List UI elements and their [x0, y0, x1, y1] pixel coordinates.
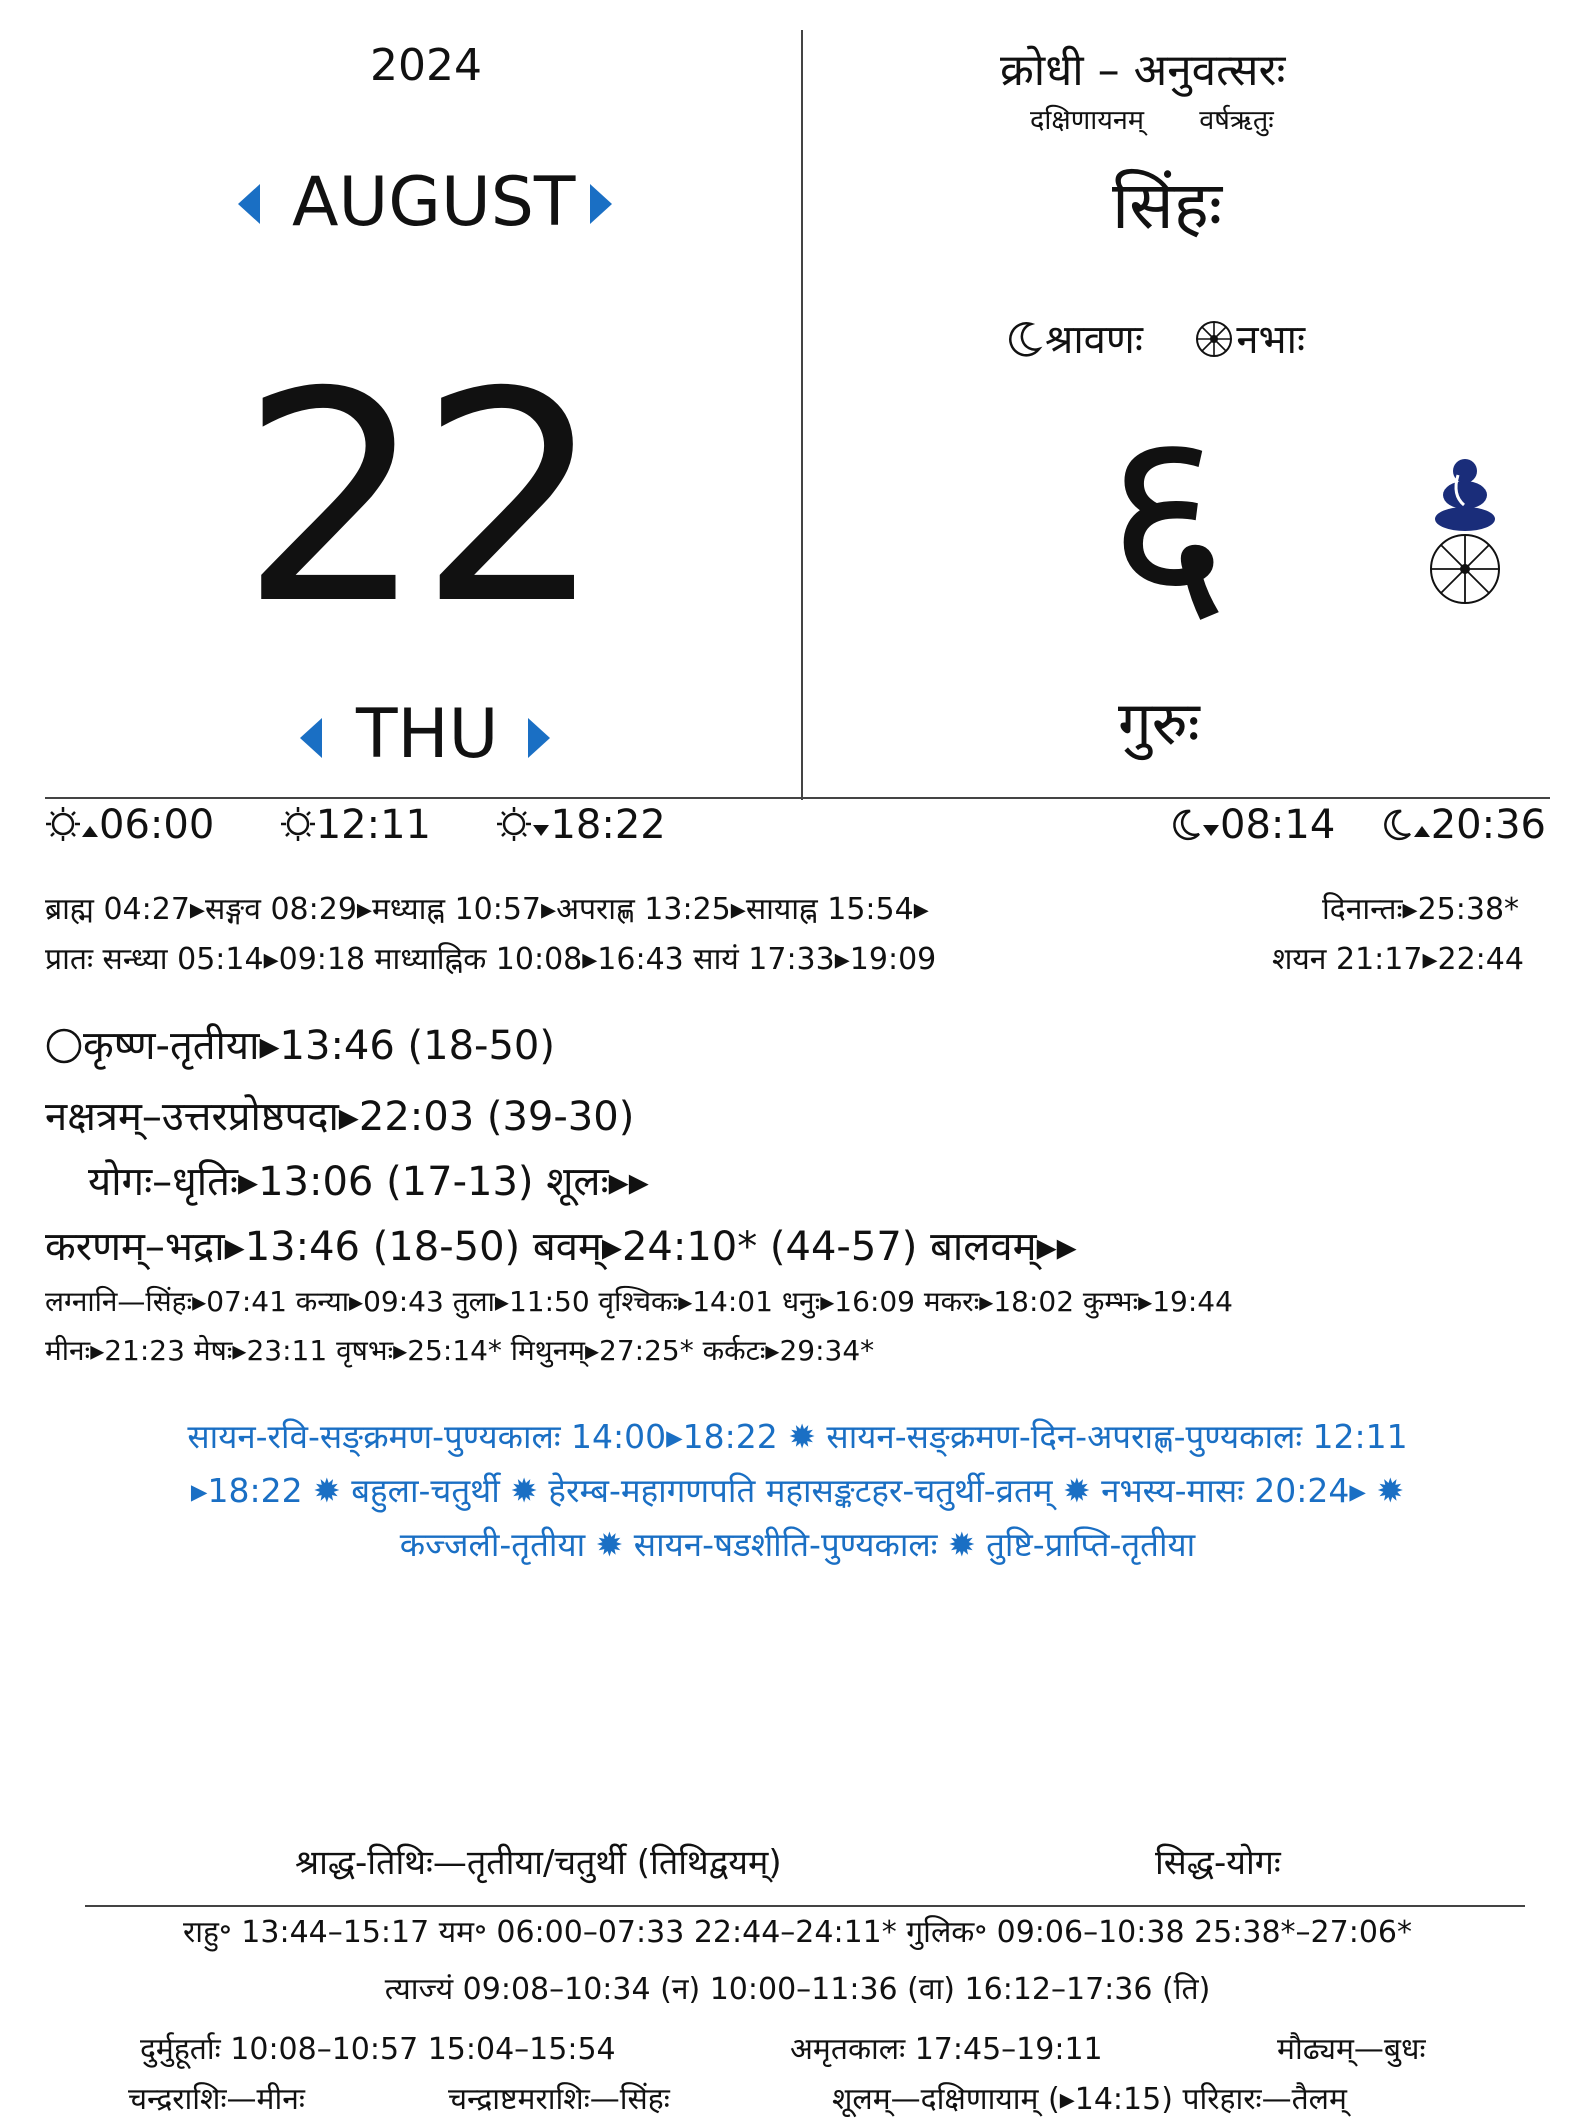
moonrise-icon: [1379, 808, 1413, 842]
day-number: 22: [240, 331, 598, 668]
ritu-label: वर्षऋतुः: [1199, 105, 1274, 136]
noon-sun-icon: [280, 806, 316, 842]
yoga-row: योगः–धृतिः▸13:06 (17-13) शूलः▸▸: [88, 1159, 649, 1205]
ayana-ritu: [1030, 100, 1274, 137]
siddha-yoga: सिद्ध-योगः: [1155, 1843, 1281, 1883]
down-triangle-icon: [532, 824, 550, 838]
up-triangle-icon: [1413, 824, 1431, 838]
solar-rashi: सिंहः: [1112, 167, 1223, 244]
year-label: 2024: [370, 40, 482, 91]
noon-time: 12:11: [315, 802, 431, 848]
moon-circle-icon: [45, 1027, 83, 1065]
sunset-icon: [496, 806, 532, 842]
tithi-text: कृष्ण-तृतीया▸13:46 (18-50): [83, 1023, 555, 1069]
lagna-row-2: मीनः▸21:23 मेषः▸23:11 वृषभः▸25:14* मिथुनम्▸27:25* कर्कटः▸29:34*: [45, 1334, 875, 1367]
chakra-wheel-icon: [1428, 532, 1502, 606]
chandrashtama-rashi: चन्द्राष्टमराशिः—सिंहः: [448, 2082, 670, 2117]
month-label: AUGUST: [292, 163, 576, 242]
dinanta: दिनान्तः▸25:38*: [1322, 892, 1520, 927]
vara-label: गुरुः: [1118, 689, 1200, 759]
next-day-arrow-icon[interactable]: [526, 716, 552, 760]
center-divider: [801, 30, 803, 800]
kala-line-1: ब्राह्म 04:27▸सङ्गव 08:29▸मध्याह्न 10:57▸अपराह्ण 13:25▸सायाह्न 15:54▸: [45, 892, 929, 927]
header-divider: [45, 797, 1550, 799]
chandra-rashi: चन्द्रराशिः—मीनः: [128, 2082, 305, 2117]
sunrise-time: 06:00: [99, 802, 215, 848]
moonset-time: 08:14: [1220, 802, 1336, 848]
down-triangle-icon: [1202, 824, 1220, 838]
sun-times: [45, 802, 666, 848]
prev-month-arrow-icon[interactable]: [236, 182, 262, 226]
moonrise-time: 20:36: [1430, 802, 1546, 848]
shula-parihara: शूलम्—दक्षिणायाम् (▸14:15) परिहारः—तैलम्: [832, 2082, 1347, 2117]
ayana-label: दक्षिणायनम्: [1030, 105, 1144, 136]
tyajya-row: त्याज्यं 09:08–10:34 (न) 10:00–11:36 (वा) 16:12–17:36 (ति): [384, 1972, 1211, 2007]
solar-month-label: नभाः: [1236, 317, 1306, 363]
moon-times: [1168, 802, 1546, 848]
ganesha-icon: [1430, 455, 1500, 533]
rahu-yama-gulika: राहु॰ 13:44–15:17 यम॰ 06:00–07:33 22:44–24:11* गुलिक॰ 09:06–10:38 25:38*–27:06*: [183, 1915, 1412, 1950]
nakshatra-row: नक्षत्रम्–उत्तरप्रोष्ठपदा▸22:03 (39-30): [45, 1094, 635, 1140]
tithi-row: [45, 1016, 555, 1071]
samvatsara-title: क्रोधी – अनुवत्सरः: [1000, 45, 1286, 96]
crescent-moon-icon: [1005, 319, 1045, 359]
up-triangle-icon: [81, 824, 99, 838]
sunset-time: 18:22: [550, 802, 666, 848]
next-month-arrow-icon[interactable]: [588, 182, 614, 226]
sun-wheel-icon: [1192, 317, 1236, 361]
month-names: [1005, 310, 1305, 365]
lunar-month-label: श्रावणः: [1045, 317, 1143, 363]
durmuhurta: दुर्मुहूर्ताः 10:08–10:57 15:04–15:54: [140, 2032, 616, 2067]
maudhya: मौढ्यम्—बुधः: [1277, 2032, 1426, 2067]
festival-line-1: सायन-रवि-सङ्क्रमण-पुण्यकालः 14:00▸18:22 ✹ सायन-सङ्क्रमण-दिन-अपराह्ण-पुण्यकालः 12:11: [187, 1417, 1408, 1456]
bottom-divider: [85, 1905, 1525, 1907]
sunrise-icon: [45, 806, 81, 842]
amrita-kala: अमृतकालः 17:45–19:11: [790, 2032, 1103, 2067]
shraddha-tithi: श्राद्ध-तिथिः—तृतीया/चतुर्थी (तिथिद्वयम्): [295, 1843, 782, 1883]
lagna-row-1: लग्नानि—सिंहः▸07:41 कन्या▸09:43 तुला▸11:50 वृश्चिकः▸14:01 धनुः▸16:09 मकरः▸18:02 कुम्भः▸19:44: [45, 1285, 1233, 1318]
festival-line-2: ▸18:22 ✹ बहुला-चतुर्थी ✹ हेरम्ब-महागणपति महासङ्कटहर-चतुर्थी-व्रतम् ✹ नभस्य-मासः 20:24▸ ✹: [190, 1471, 1405, 1510]
shayana: शयन 21:17▸22:44: [1272, 942, 1524, 977]
kala-line-2: प्रातः सन्ध्या 05:14▸09:18 माध्याह्निक 10:08▸16:43 सायं 17:33▸19:09: [45, 942, 937, 977]
festival-line-3: कज्जली-तृतीया ✹ सायन-षडशीति-पुण्यकालः ✹ तुष्टि-प्राप्ति-तृतीया: [399, 1525, 1196, 1564]
prev-day-arrow-icon[interactable]: [298, 716, 324, 760]
tithi-numeral: ६: [1105, 375, 1230, 655]
moonset-icon: [1168, 808, 1202, 842]
karana-row: करणम्–भद्रा▸13:46 (18-50) बवम्▸24:10* (44-57) बालवम्▸▸: [45, 1224, 1077, 1270]
weekday-label: THU: [356, 695, 499, 774]
